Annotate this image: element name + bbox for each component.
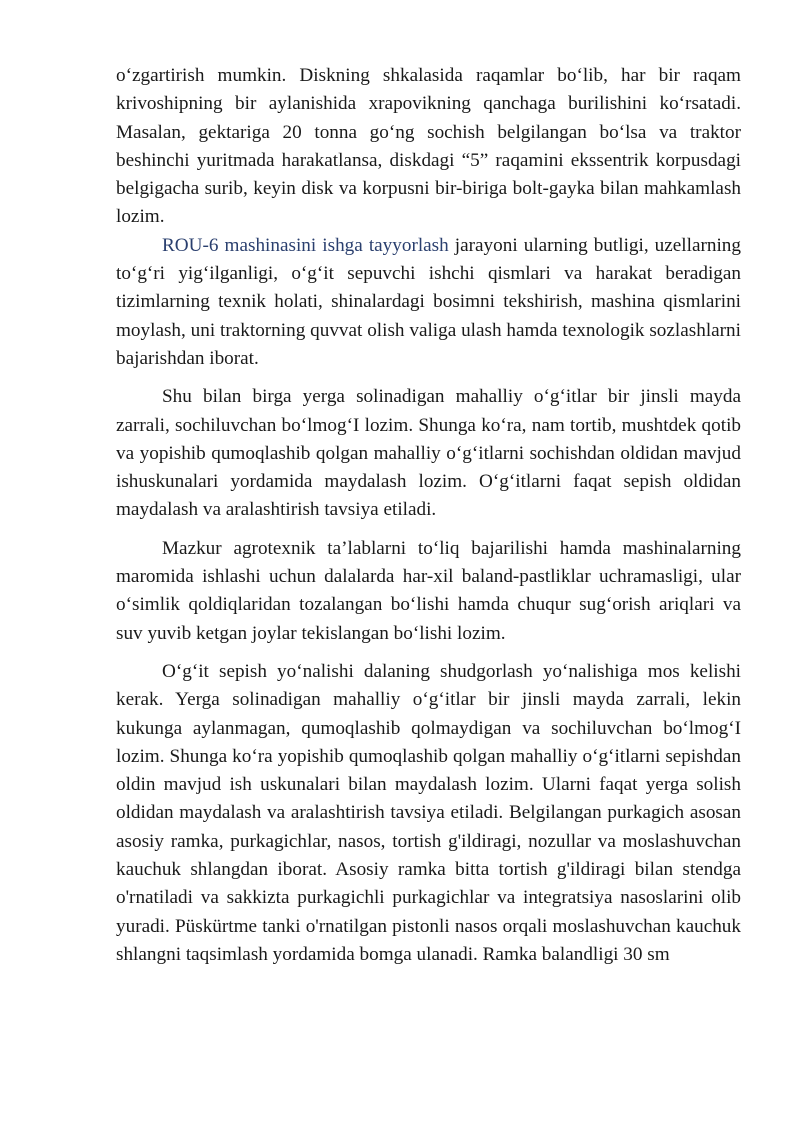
paragraph-local-fertilizers (116, 383, 741, 524)
document-page (116, 62, 741, 969)
paragraph-text: jarayoni ularning butligi, uzellarning to‘g‘ri yig‘ilganligi, o‘g‘it sepuvchi ishchi qismlari va harakat beradigan tizimlarning texnik holati, shinalardagi bosimni tekshirish, mashina qismlarini moylash, uni traktorning quvvat olish valiga ulash hamda texnologik sozlashlarni bajarishdan iborat. (116, 234, 741, 369)
paragraph-text: O‘g‘it sepish yo‘nalishi dalaning shudgorlash yo‘nalishiga mos kelishi kerak. Yerga solinadigan mahalliy o‘g‘itlar bir jinsli mayda zarrali, lekin kukunga aylanmagan, qumoqlashib qolmaydigan va sochiluvchan bo‘lmog‘I lozim. Shunga ko‘ra yopishib qumoqlashib qolgan mahalliy o‘g‘itlarni sepishdan oldin mavjud ish uskunalari bilan maydalash lozim. Ularni faqat yerga solish oldidan maydalash va aralashtirish tavsiya etiladi. Belgilangan purkagich asosan asosiy ramka, purkagichlar, nasos, tortish g'ildiragi, nozullar va moslashuvchan kauchuk shlangdan iborat. Asosiy ramka bitta tortish g'ildiragi bilan stendga o'rnatiladi va sakkizta purkagichli purkagichlar va integratsiya nasoslarini olib yuradi. Püskürtme tanki o'rnatilgan pistonli nasos orqali moslashuvchan kauchuk shlangni taqsimlash yordamida bomga ulanadi. Ramka balandligi 30 sm (116, 660, 741, 965)
paragraph-text: Shu bilan birga yerga solinadigan mahalliy o‘g‘itlar bir jinsli mayda zarrali, sochiluvchan bo‘lmog‘I lozim. Shunga ko‘ra, nam tortib, mushtdek qotib va yopishib qumoqlashib qolgan mahalliy o‘g‘itlarni sochishdan oldidan mavjud ishuskunalari yordamida maydalash lozim. O‘g‘itlarni faqat sepish oldidan maydalash va aralashtirish tavsiya etiladi. (116, 386, 741, 521)
paragraph-agrotechnical-requirements (116, 535, 741, 648)
paragraph-lead-term: ROU-6 mashinasini ishga tayyorlash (162, 234, 449, 256)
paragraph-fertilizer-direction (116, 658, 741, 969)
paragraph-text: o‘zgartirish mumkin. Diskning shkalasida raqamlar bo‘lib, har bir raqam krivoshipning bir aylanishida xrapovikning qanchaga burilishini ko‘rsatadi. Masalan, gektariga 20 tonna go‘ng sochish belgilangan bo‘lsa va traktor beshinchi yuritmada harakatlansa, diskdagi “5” raqamini ekssentrik korpusdagi belgigacha surib, keyin disk va korpusni bir-biriga bolt-gayka bilan mahkamlash lozim. (116, 65, 741, 228)
paragraph-rou6-preparation (116, 232, 741, 373)
paragraph-disk-scale (116, 62, 741, 232)
paragraph-text: Mazkur agrotexnik ta’lablarni to‘liq bajarilishi hamda mashinalarning maromida ishlashi uchun dalalarda har-xil baland-pastliklar uchramasligi, ular o‘simlik qoldiqlaridan tozalangan bo‘lishi hamda chuqur sug‘orish ariqlari va suv yuvib ketgan joylar tekislangan bo‘lishi lozim. (116, 537, 741, 644)
